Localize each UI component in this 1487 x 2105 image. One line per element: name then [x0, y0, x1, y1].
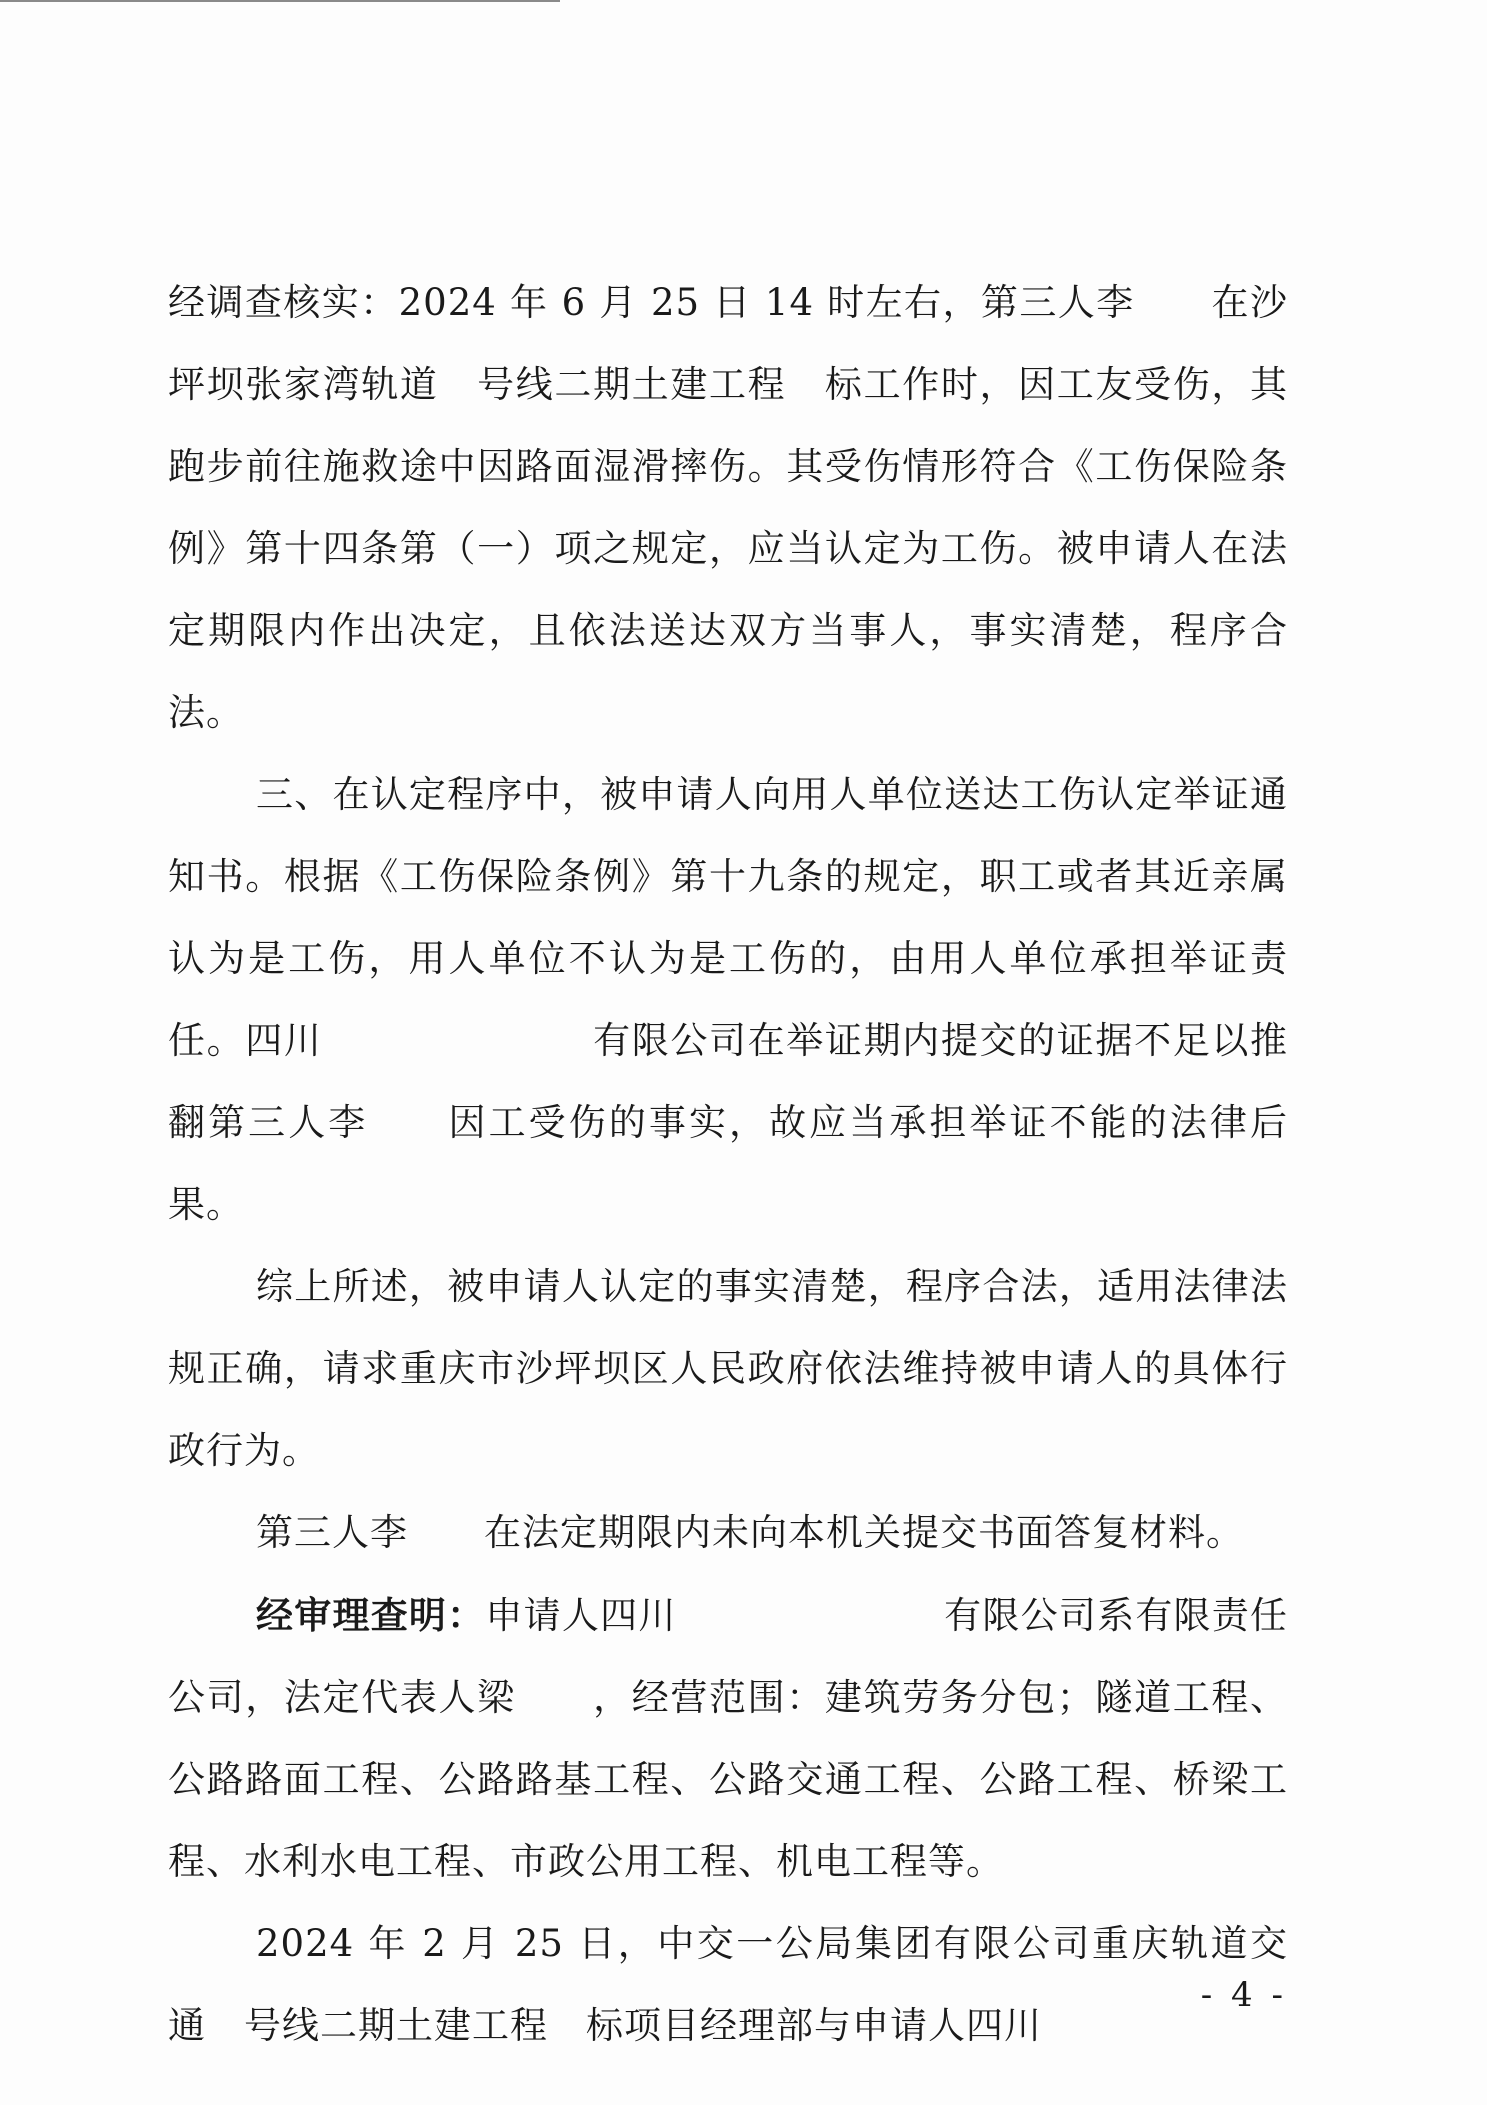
paragraph-contract: [168, 1903, 1288, 2067]
page-number: - 4 -: [1200, 1975, 1287, 2015]
paragraph-text: 第三人李 在法定期限内未向本机关提交书面答复材料。: [256, 1511, 1244, 1554]
paragraph-text: 经调查核实：2024 年 6 月 25 日 14 时左右，第三人李 在沙坪坝张家湾轨道 号线二期土建工程 标工作时，因工友受伤，其跑步前往施救途中因路面湿滑摔伤。其受伤情形符合《工伤保险条例》第十四条第（一）项之规定，应当认定为工伤。被申请人在法定期限内作出决定，且依法送达双方当事人，事实清楚，程序合法。: [168, 281, 1288, 734]
paragraph-text: 综上所述，被申请人认定的事实清楚，程序合法，适用法律法规正确，请求重庆市沙坪坝区人民政府依法维持被申请人的具体行政行为。: [168, 1265, 1288, 1472]
paragraph-text: 2024 年 2 月 25 日，中交一公局集团有限公司重庆轨道交通 号线二期土建工程 标项目经理部与申请人四川: [168, 1922, 1288, 2047]
paragraph-burden-of-proof: [168, 754, 1288, 1246]
findings-lead: 经审理查明：: [256, 1593, 486, 1637]
paragraph-investigation: [168, 262, 1288, 754]
document-body: [168, 262, 1288, 2067]
paragraph-summary: [168, 1246, 1288, 1492]
paragraph-third-party: [168, 1492, 1288, 1574]
paragraph-text: 三、在认定程序中，被申请人向用人单位送达工伤认定举证通知书。根据《工伤保险条例》第十九条的规定，职工或者其近亲属认为是工伤，用人单位不认为是工伤的，由用人单位承担举证责任。四川 有限公司在举证期内提交的证据不足以推翻第三人李 因工受伤的事实，故应当承担举证不能的法律后果。: [168, 773, 1288, 1226]
scan-edge-line: [0, 0, 560, 2]
paragraph-findings: [168, 1574, 1288, 1903]
paragraph-text: 申请人四川 有限公司系有限责任公司，法定代表人梁 ，经营范围：建筑劳务分包；隧道工程、公路路面工程、公路路基工程、公路交通工程、公路工程、桥梁工程、水利水电工程、市政公用工程、机电工程等。: [168, 1594, 1289, 1883]
